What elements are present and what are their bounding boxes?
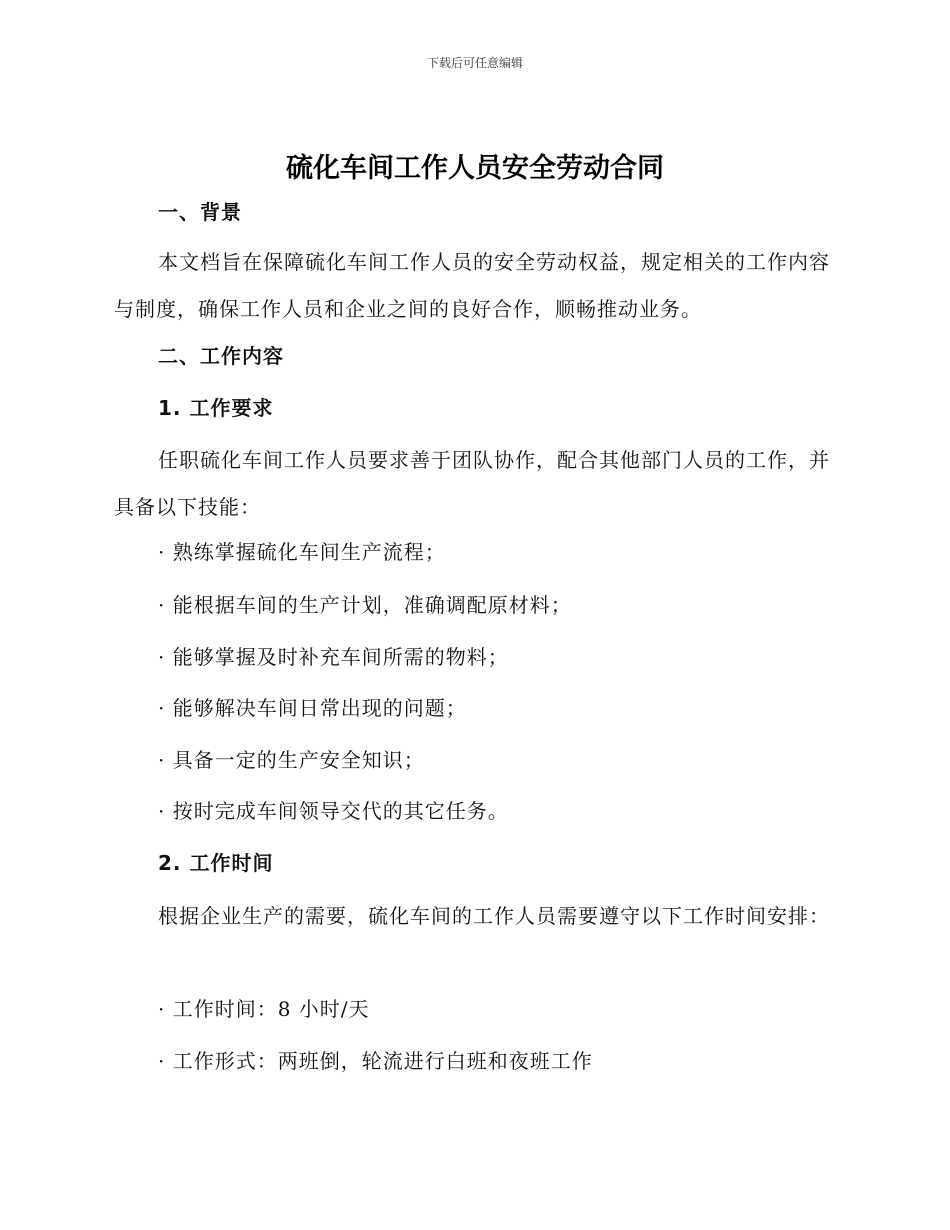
- section-heading-background: 一、背景: [158, 200, 242, 224]
- list-item: · 工作形式：两班倒，轮流进行白班和夜班工作: [158, 1049, 593, 1073]
- header-note: 下载后可任意编辑: [426, 56, 523, 70]
- list-item: · 按时完成车间领导交代的其它任务。: [158, 799, 509, 823]
- list-item: · 能根据车间的生产计划，准确调配原材料；: [158, 593, 572, 617]
- background-paragraph: 本文档旨在保障硫化车间工作人员的安全劳动权益，规定相关的工作内容与制度，确保工作人员和企业之间的良好合作，顺畅推动业务。: [114, 250, 830, 321]
- document-title: 硫化车间工作人员安全劳动合同: [286, 153, 664, 184]
- list-item: · 能够解决车间日常出现的问题；: [158, 696, 467, 720]
- list-item: · 熟练掌握硫化车间生产流程；: [158, 540, 446, 564]
- section-heading-work-content: 二、工作内容: [158, 344, 284, 368]
- subsection-heading-hours: 2. 工作时间: [158, 851, 274, 875]
- list-item: · 工作时间：8 小时/天: [158, 997, 370, 1021]
- hours-paragraph: 根据企业生产的需要，硫化车间的工作人员需要遵守以下工作时间安排：: [158, 904, 830, 928]
- list-item: · 能够掌握及时补充车间所需的物料；: [158, 645, 509, 669]
- subsection-heading-requirements: 1. 工作要求: [158, 396, 274, 420]
- requirements-paragraph: 任职硫化车间工作人员要求善于团队协作，配合其他部门人员的工作，并具备以下技能：: [114, 448, 830, 519]
- list-item: · 具备一定的生产安全知识；: [158, 748, 425, 772]
